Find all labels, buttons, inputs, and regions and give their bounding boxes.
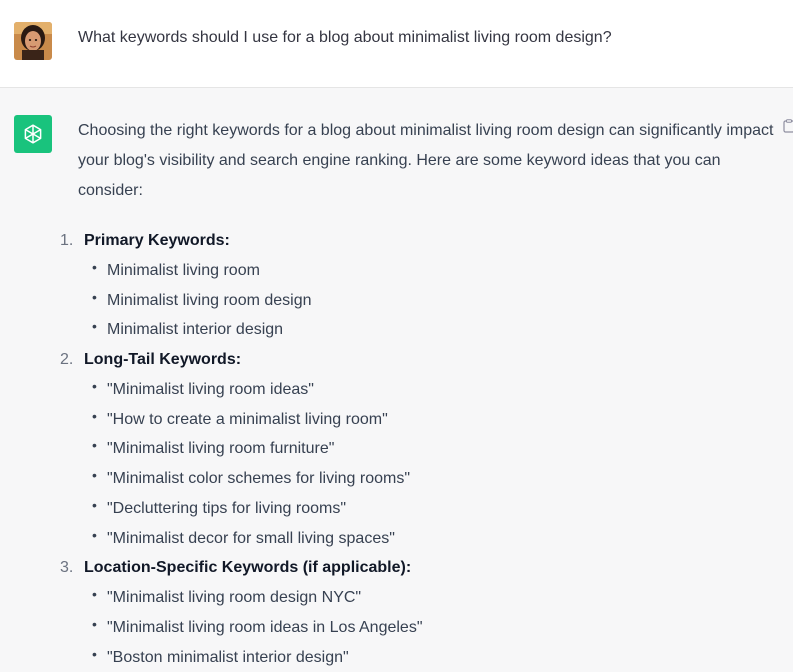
bullet-icon: • xyxy=(92,407,97,424)
bullet-icon: • xyxy=(92,378,97,395)
user-avatar xyxy=(14,22,52,60)
keyword-item xyxy=(78,583,778,613)
keyword-text: "Minimalist color schemes for living rooms" xyxy=(107,470,410,488)
section-number: 2. xyxy=(60,351,74,369)
section-heading xyxy=(60,345,778,375)
keyword-text: "Minimalist living room ideas in Los Angeles" xyxy=(107,618,423,636)
keyword-text: Minimalist living room xyxy=(107,262,260,279)
keyword-item xyxy=(78,286,778,316)
bullet-icon: • xyxy=(92,259,97,275)
keyword-item xyxy=(78,405,778,435)
bullet-icon: • xyxy=(92,615,97,632)
keyword-text: "Boston minimalist interior design" xyxy=(107,648,349,666)
bullet-icon: • xyxy=(92,496,97,513)
keyword-text: Minimalist interior design xyxy=(107,321,284,339)
section-title: Long-Tail Keywords: xyxy=(84,351,242,369)
keyword-item xyxy=(78,256,778,286)
keyword-text: "Minimalist living room furniture" xyxy=(107,440,335,458)
section-heading xyxy=(60,553,778,583)
keyword-item xyxy=(78,375,778,405)
keyword-section xyxy=(60,226,778,345)
keyword-item xyxy=(78,494,778,524)
keyword-text: "Minimalist living room ideas" xyxy=(107,381,314,399)
keyword-text: "Decluttering tips for living rooms" xyxy=(107,499,346,517)
bullet-icon: • xyxy=(92,318,97,335)
intro-paragraph: Choosing the right keywords for a blog about minimalist living room design can significantly impact your blog's visibility and search engine ranking. Here are some keyword ideas that you can consider: xyxy=(78,122,774,199)
user-message-text: What keywords should I use for a blog about minimalist living room design? xyxy=(78,29,612,46)
section-number: 1. xyxy=(60,232,74,249)
keyword-item xyxy=(78,315,778,345)
bullet-icon: • xyxy=(92,467,97,484)
user-photo-avatar-icon xyxy=(14,22,52,60)
keyword-list xyxy=(78,583,778,672)
keyword-list xyxy=(78,375,778,553)
section-heading xyxy=(60,226,778,256)
keyword-sections-list xyxy=(60,226,778,672)
section-title: Primary Keywords: xyxy=(84,232,230,249)
bullet-icon: • xyxy=(92,526,97,543)
keyword-text: Minimalist living room design xyxy=(107,291,312,309)
keyword-item xyxy=(78,643,778,672)
keyword-item xyxy=(78,613,778,643)
section-number: 3. xyxy=(60,559,74,577)
bullet-icon: • xyxy=(92,437,97,454)
keyword-section xyxy=(60,553,778,672)
assistant-message-row xyxy=(0,88,793,672)
assistant-message-content xyxy=(60,116,778,672)
keyword-text: "How to create a minimalist living room" xyxy=(107,410,388,428)
keyword-item xyxy=(78,434,778,464)
assistant-avatar xyxy=(14,115,52,153)
keyword-text: "Minimalist decor for small living spaces" xyxy=(107,529,395,547)
section-title: Location-Specific Keywords (if applicable): xyxy=(84,559,412,577)
keyword-section xyxy=(60,345,778,553)
bullet-icon: • xyxy=(92,288,97,305)
keyword-list xyxy=(78,256,778,345)
keyword-item xyxy=(78,524,778,554)
bullet-icon: • xyxy=(92,586,97,603)
keyword-text: "Minimalist living room design NYC" xyxy=(107,589,362,607)
keyword-item xyxy=(78,464,778,494)
clipboard-copy-icon[interactable] xyxy=(783,119,793,133)
bullet-icon: • xyxy=(92,645,97,662)
openai-logo-icon xyxy=(21,122,45,146)
user-message-row xyxy=(0,0,793,88)
